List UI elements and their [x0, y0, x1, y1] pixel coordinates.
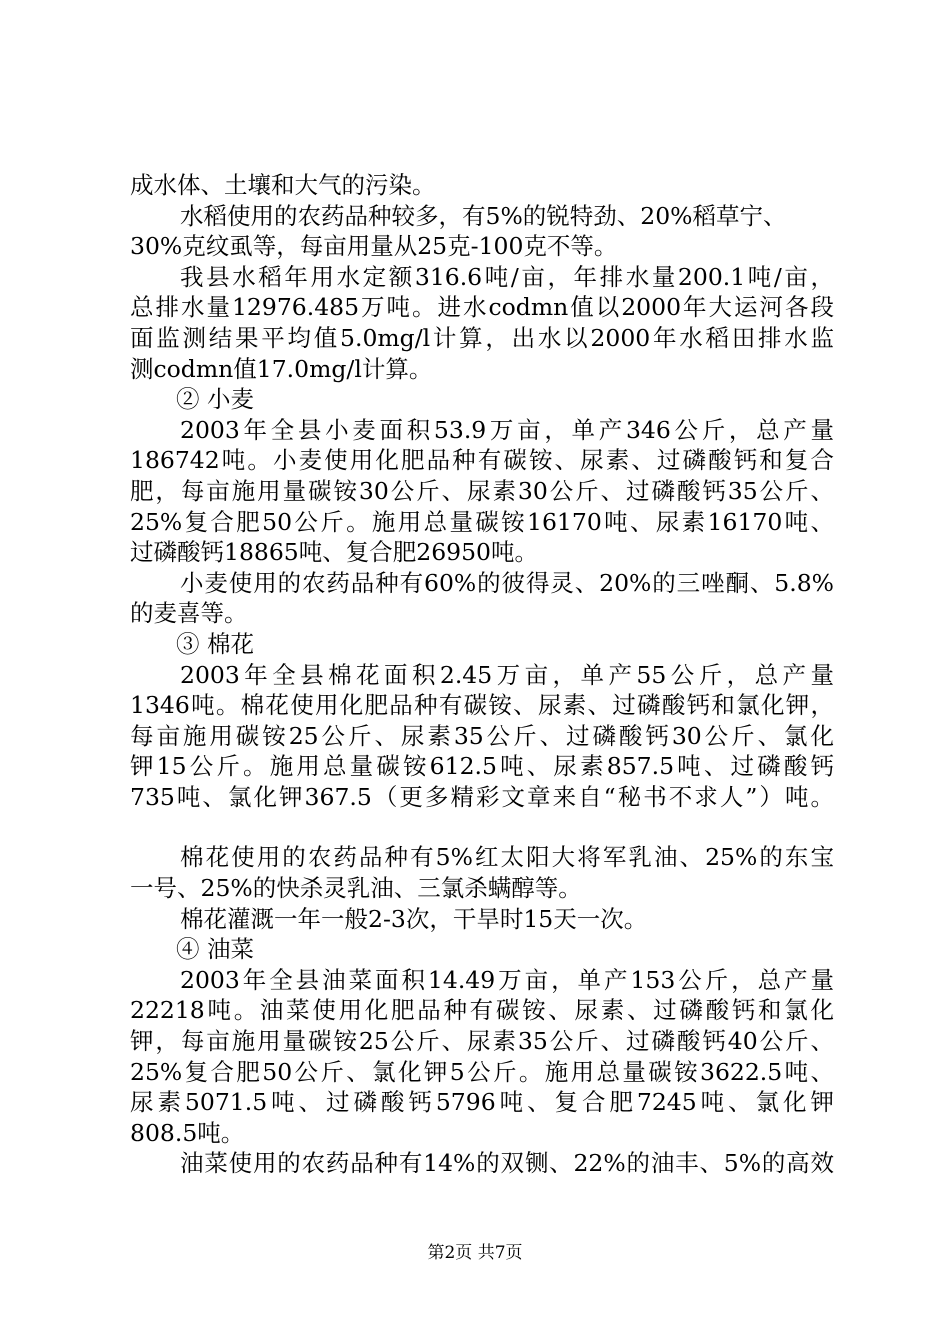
- text-line: 过磷酸钙18865吨、复合肥26950吨。: [130, 538, 539, 567]
- text-line: 30%克纹虱等，每亩用量从25克-100克不等。: [130, 232, 618, 261]
- page-number: 第2页 共7页: [427, 1243, 523, 1263]
- text-line: 25%复合肥50公斤。施用总量碳铵16170吨、尿素16170吨、: [130, 507, 834, 536]
- text-line: 棉花使用的农药品种有5%红太阳大将军乳油、25%的东宝: [180, 843, 834, 872]
- text-line: 肥，每亩施用量碳铵30公斤、尿素30公斤、过磷酸钙35公斤、: [130, 476, 834, 505]
- text-line: 2003年全县棉花面积2.45万亩，单产55公斤，总产量: [180, 660, 834, 689]
- text-line: 一号、25%的快杀灵乳油、三氯杀螨醇等。: [130, 874, 582, 903]
- text-line: 面监测结果平均值5.0mg/l计算，出水以2000年水稻田排水监: [130, 323, 834, 352]
- text-line: 22218吨。油菜使用化肥品种有碳铵、尿素、过磷酸钙和氯化: [130, 996, 834, 1025]
- text-line: 棉花灌溉一年一般2-3次，干旱时15天一次。: [180, 904, 648, 933]
- text-line: 钾15公斤。施用总量碳铵612.5吨、尿素857.5吨、过磷酸钙: [130, 752, 834, 781]
- text-line: 水稻使用的农药品种较多，有5%的锐特劲、20%稻草宁、: [180, 201, 787, 230]
- text-line: 2003年全县小麦面积53.9万亩，单产346公斤，总产量: [180, 415, 834, 444]
- text-line: 总排水量12976.485万吨。进水codmn值以2000年大运河各段: [130, 293, 834, 322]
- text-line: 钾，每亩施用量碳铵25公斤、尿素35公斤、过磷酸钙40公斤、: [130, 1027, 834, 1056]
- text-line: 2003年全县油菜面积14.49万亩，单产153公斤，总产量: [180, 965, 834, 994]
- text-line: 25%复合肥50公斤、氯化钾5公斤。施用总量碳铵3622.5吨、: [130, 1057, 834, 1086]
- text-line: 尿素5071.5吨、过磷酸钙5796吨、复合肥7245吨、氯化钾: [130, 1088, 834, 1117]
- text-line: 808.5吨。: [130, 1118, 245, 1147]
- section-heading-rapeseed: ④ 油菜: [176, 935, 254, 964]
- text-line: 735吨、氯化钾367.5（更多精彩文章来自“秘书不求人”）吨。: [130, 782, 834, 811]
- document-body: [130, 170, 834, 1179]
- text-line: 我县水稻年用水定额316.6吨/亩，年排水量200.1吨/亩，: [180, 262, 834, 291]
- text-line: 每亩施用碳铵25公斤、尿素35公斤、过磷酸钙30公斤、氯化: [130, 721, 834, 750]
- text-line: 测codmn值17.0mg/l计算。: [130, 354, 433, 383]
- text-line: 1346吨。棉花使用化肥品种有碳铵、尿素、过磷酸钙和氯化钾，: [130, 691, 834, 720]
- text-line: 成水体、土壤和大气的污染。: [130, 171, 436, 199]
- section-heading-wheat: ② 小麦: [176, 385, 254, 414]
- text-line: 油菜使用的农药品种有14%的双铡、22%的油丰、5%的高效: [180, 1149, 834, 1178]
- blank-line: [130, 812, 834, 842]
- text-line: 186742吨。小麦使用化肥品种有碳铵、尿素、过磷酸钙和复合: [130, 446, 834, 475]
- text-line: 的麦喜等。: [130, 599, 248, 628]
- text-line: 小麦使用的农药品种有60%的彼得灵、20%的三唑酮、5.8%: [180, 568, 834, 597]
- section-heading-cotton: ③ 棉花: [176, 629, 254, 658]
